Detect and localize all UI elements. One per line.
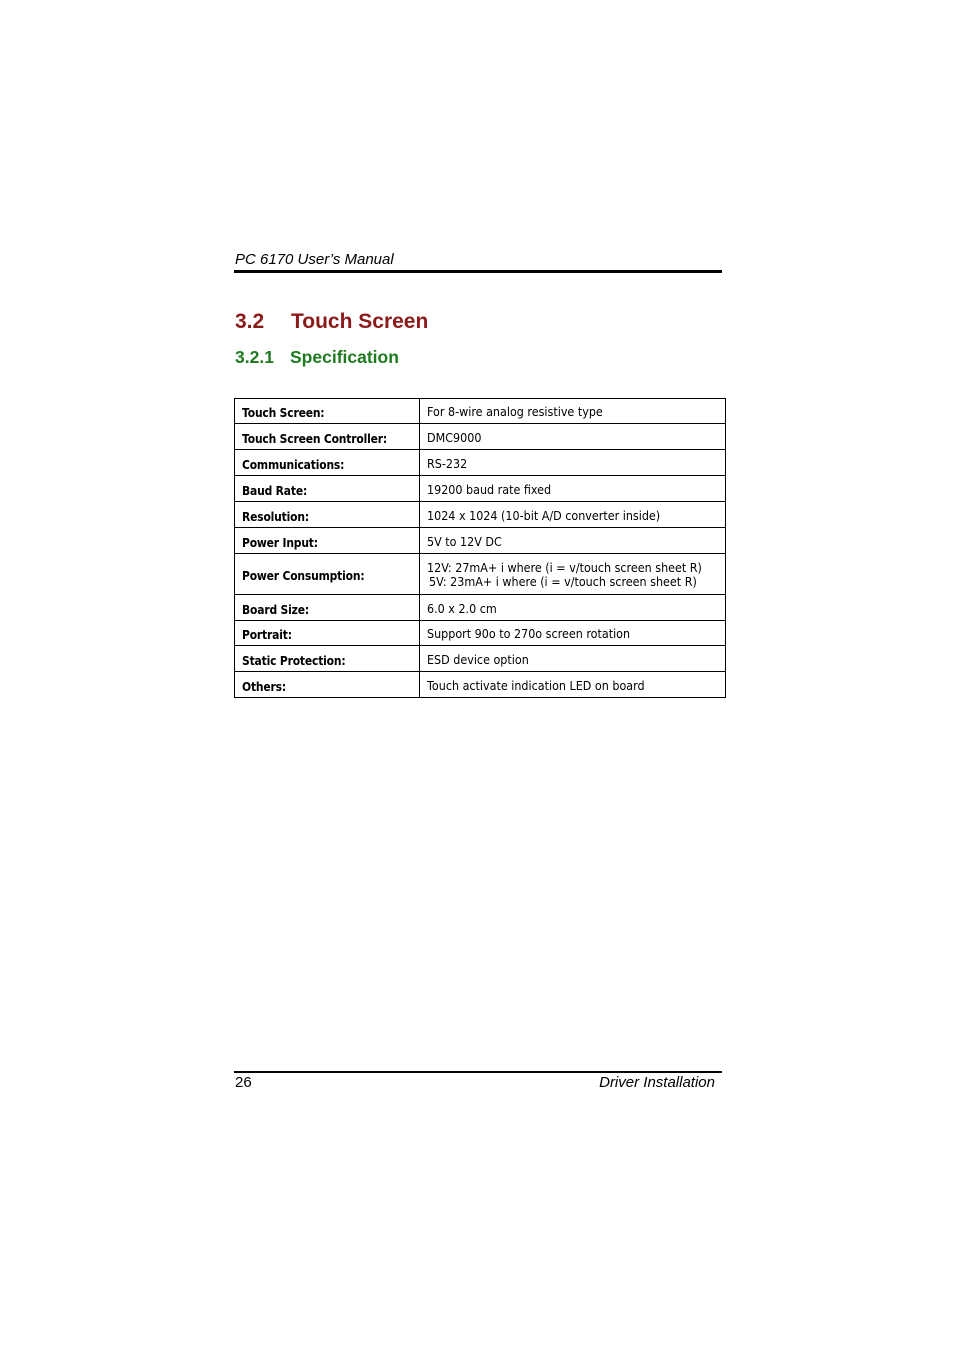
spec-label-cell [235, 528, 420, 554]
spec-label: Board Size: [242, 601, 309, 617]
spec-label: Touch Screen: [242, 405, 325, 420]
subsection-heading [235, 347, 399, 368]
section-title: Touch Screen [291, 310, 429, 333]
spec-label-cell [235, 450, 420, 476]
spec-value-cell [420, 476, 726, 502]
header-rule [234, 270, 722, 273]
table-row [235, 476, 726, 502]
table-row [235, 424, 726, 450]
spec-label-cell [235, 672, 420, 698]
spec-label: Communications: [242, 456, 345, 472]
table-row [235, 528, 726, 554]
page-number: 26 [235, 1074, 252, 1091]
spec-label-cell [235, 424, 420, 450]
section-heading [235, 310, 428, 334]
spec-value: 1024 x 1024 (10-bit A/D converter inside) [427, 508, 661, 523]
table-row [235, 595, 726, 621]
table-row [235, 450, 726, 476]
spec-value: Touch activate indication LED on board [427, 678, 645, 693]
spec-value-cell [420, 621, 726, 646]
subsection-number: 3.2.1 [235, 347, 274, 367]
chapter-title: Driver Installation [599, 1074, 715, 1091]
table-row [235, 399, 726, 424]
running-header: PC 6170 User’s Manual [235, 251, 394, 268]
spec-value: 12V: 27mA+ i where (i = v/touch screen sheet R) [427, 561, 702, 575]
spec-value-cell [420, 450, 726, 476]
spec-label-cell [235, 595, 420, 621]
spec-value-cell [420, 502, 726, 528]
spec-value-cell [420, 554, 726, 595]
table-row [235, 554, 726, 595]
spec-value: 6.0 x 2.0 cm [427, 601, 497, 616]
spec-value: For 8-wire analog resistive type [427, 405, 603, 419]
table-row [235, 621, 726, 646]
spec-label-cell [235, 502, 420, 528]
spec-label: Power Input: [242, 534, 318, 550]
footer-rule [234, 1071, 722, 1073]
spec-value: 5V to 12V DC [427, 534, 502, 549]
spec-value: DMC9000 [427, 430, 482, 445]
table-row [235, 502, 726, 528]
spec-value-cell [420, 595, 726, 621]
spec-value: 19200 baud rate fixed [427, 482, 552, 497]
spec-label: Touch Screen Controller: [242, 430, 388, 446]
spec-label: Power Consumption: [242, 568, 365, 583]
spec-value-cell [420, 646, 726, 672]
spec-value-cell [420, 672, 726, 698]
spec-label-cell [235, 621, 420, 646]
subsection-title: Specification [290, 347, 399, 367]
spec-value-line2: 5V: 23mA+ i where (i = v/touch screen sheet R) [429, 575, 697, 589]
spec-label-cell [235, 399, 420, 424]
spec-label: Others: [242, 678, 287, 694]
table-row [235, 672, 726, 698]
spec-label-cell [235, 554, 420, 595]
spec-value: ESD device option [427, 652, 529, 667]
spec-label: Portrait: [242, 627, 292, 642]
specification-table [234, 398, 726, 698]
spec-label: Resolution: [242, 508, 309, 524]
table-row [235, 646, 726, 672]
spec-label: Static Protection: [242, 652, 346, 668]
spec-label-cell [235, 476, 420, 502]
spec-value: Support 90o to 270o screen rotation [427, 627, 631, 641]
spec-value-cell [420, 528, 726, 554]
spec-value-cell [420, 399, 726, 424]
spec-value: RS-232 [427, 456, 468, 471]
spec-label-cell [235, 646, 420, 672]
section-number: 3.2 [235, 310, 265, 333]
spec-label: Baud Rate: [242, 482, 308, 498]
spec-value-cell [420, 424, 726, 450]
